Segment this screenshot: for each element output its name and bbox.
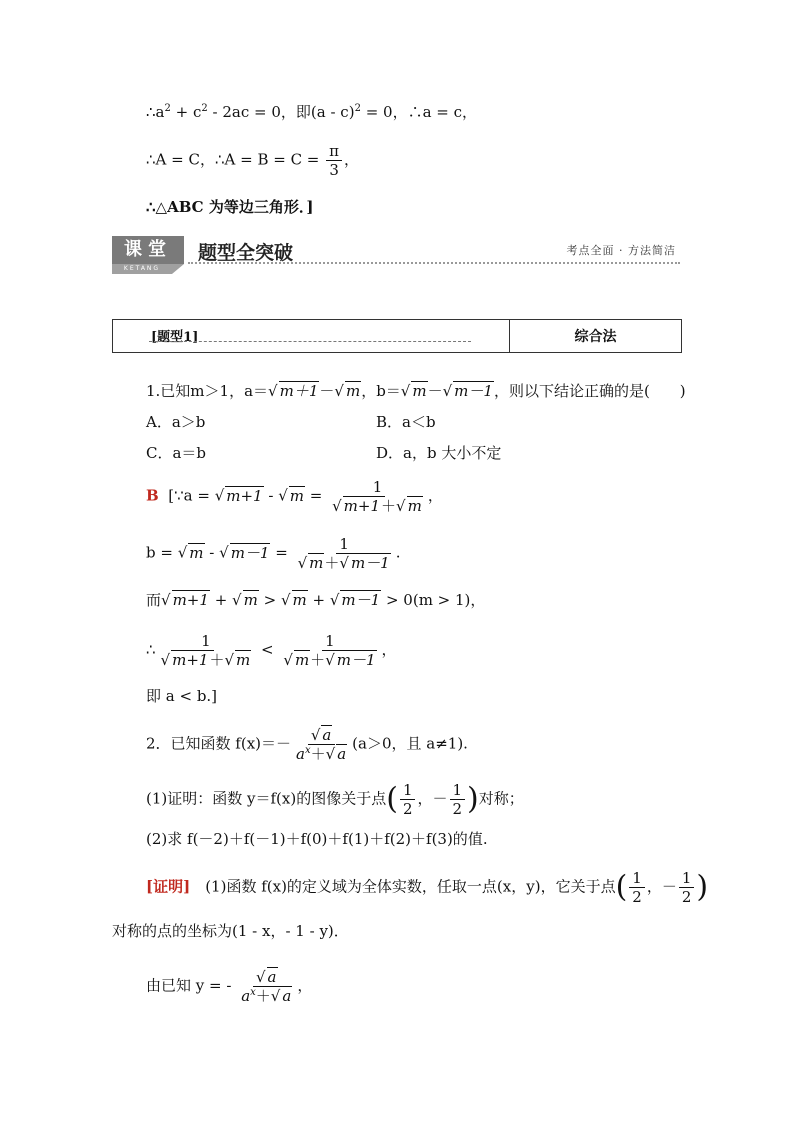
fraction-q2-proof: $\frac{√ a}{a^x+√ a}$ — [241, 968, 292, 1005]
q2-proof-1: [证明] (1)函数 f(x)的定义域为全体实数，任取一点(x，y)，它关于点( $\frac{1}{2}$ ，－ $\frac{1}{2}$ ) — [146, 869, 709, 906]
q2-stem: 2．已知函数 f(x)＝－ $\frac{√ a}{a^x+√ a}$ (a＞0，且 a≠1). — [146, 726, 468, 763]
fraction-q2-stem: $\frac{√ a}{a^x+√ a}$ — [296, 726, 347, 763]
section-banner — [112, 236, 680, 276]
badge-tail-shape — [172, 264, 184, 274]
q2-proof-2: 对称的点的坐标为(1 - x，- 1 - y)． — [112, 922, 349, 940]
q2-part-2: (2)求 f(－2)＋f(－1)＋f(0)＋f(1)＋f(2)＋f(3)的值. — [146, 830, 488, 848]
type-label: [题型1] — [151, 330, 199, 345]
q1-solution-1: B [∵a = √ m+1 - √ m = $\frac{1}{√ m+1+√ m}$ ， — [146, 478, 443, 515]
banner-divider — [188, 262, 680, 264]
q1-option-c: C．a＝b — [146, 444, 207, 462]
top-line-3: ∴△ABC 为等边三角形．] — [146, 198, 314, 216]
proof-tag: [证明] — [146, 877, 191, 896]
q2-part-1: (1)证明：函数 y＝f(x)的图像关于点( $\frac{1}{2}$ ，－ $\frac{1}{2}$ )对称； — [146, 781, 524, 818]
q1-stem: 1.已知m＞1，a＝√ m＋1－√ m，b＝√ m－√ m－1，则以下结论正确的是( ) — [146, 382, 686, 400]
q1-answer: B — [146, 486, 159, 505]
q1-option-b: B．a＜b — [376, 413, 436, 431]
fraction-sol4-right: $\frac{1}{√ m+√ m-1}$ — [283, 632, 376, 669]
section-badge: 课堂 — [112, 236, 184, 264]
fraction-sol4-left: $\frac{1}{√ m+1+√ m}$ — [160, 632, 251, 669]
top-line-2: ∴A = C，∴A = B = C = $\frac{\pi}{3}$ ， — [146, 142, 360, 179]
fraction-sol2: $\frac{1}{√ m+√ m-1}$ — [297, 535, 390, 572]
section-slogan: 考点全面 · 方法简洁 — [566, 244, 676, 257]
fraction-half-4: $\frac{1}{2}$ — [679, 869, 695, 906]
q1-option-a: A．a＞b — [146, 413, 206, 431]
section-badge-subtitle: KETANG — [112, 264, 172, 274]
section-title: 题型全突破 — [198, 242, 294, 264]
type-label-dashline — [149, 341, 471, 342]
fraction-sol1: $\frac{1}{√ m+1+√ m}$ — [332, 478, 422, 515]
fraction-half-1: $\frac{1}{2}$ — [400, 781, 416, 818]
fraction-pi-over-3: $\frac{\pi}{3}$ — [326, 142, 342, 179]
type-method: 综合法 — [574, 329, 617, 345]
q1-solution-3: 而√ m+1 + √ m > √ m + √ m－1 > 0(m > 1)， — [146, 591, 486, 609]
fraction-half-2: $\frac{1}{2}$ — [450, 781, 466, 818]
q2-proof-3: 由已知 y = - $\frac{√ a}{a^x+√ a}$ ， — [146, 968, 313, 1005]
q1-option-d: D．a，b 大小不定 — [376, 444, 502, 462]
question-type-table — [112, 319, 682, 353]
q1-solution-4: ∴ $\frac{1}{√ m+1+√ m}$ < $\frac{1}{√ m+√ m-1}$ ， — [146, 632, 397, 669]
q1-solution-2: b = √ m - √ m－1 = $\frac{1}{√ m+√ m-1}$ . — [146, 535, 401, 572]
fraction-half-3: $\frac{1}{2}$ — [629, 869, 645, 906]
type-label-cell — [113, 320, 510, 352]
q1-solution-5: 即 a < b.] — [146, 687, 218, 705]
top-line-1: $\therefore a^2 + c^2 - 2ac = 0$，即(a - c)$^2$ = 0，∴a = c， — [146, 103, 478, 121]
